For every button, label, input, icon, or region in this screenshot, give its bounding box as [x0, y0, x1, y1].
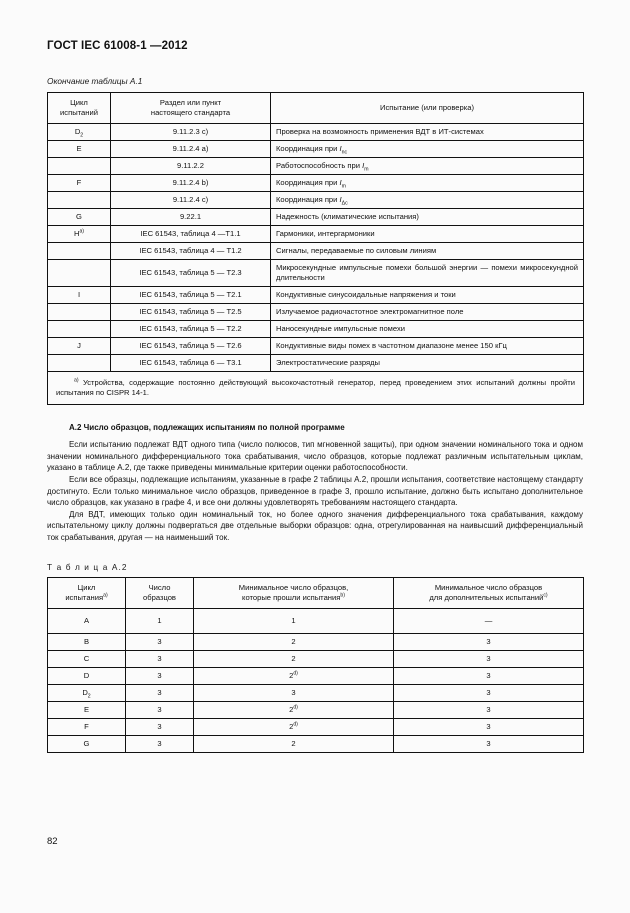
cell-passed-text: 2 — [291, 653, 296, 663]
table-a2-col-cycle-line1: Цикл — [77, 582, 96, 592]
cell-test: Гармоники, интергармоники — [271, 226, 584, 243]
cell-test — [271, 175, 584, 192]
cell-cycle — [48, 633, 126, 650]
symbol-current: I — [339, 195, 342, 205]
table-row — [48, 192, 584, 209]
cell-test: Наносекундные импульсные помехи — [271, 321, 584, 338]
table-a1-col-clause-line1: Раздел или пункт — [159, 98, 222, 107]
table-a1-col-clause — [111, 93, 271, 124]
symbol-current: I — [339, 178, 342, 188]
table-a2-col-additional-line2: для дополнительных испытаний — [429, 592, 544, 602]
table-row — [48, 321, 584, 338]
cell-passed-text: 2 — [291, 636, 296, 646]
cell-test — [271, 141, 584, 158]
cell-cycle — [48, 667, 126, 684]
cell-clause: 9.11.2.4 c) — [111, 192, 271, 209]
cell-passed — [194, 650, 394, 667]
cell-cycle — [48, 158, 111, 175]
table-row — [48, 141, 584, 158]
cell-cycle-text: C — [83, 653, 90, 663]
cell-clause: 9.22.1 — [111, 209, 271, 226]
cell-additional: 3 — [394, 701, 584, 718]
cell-test-text: Работоспособность при — [276, 161, 363, 171]
paragraph-2: Если все образцы, подлежащие испытаниям, указанные в графе 2 таблицы А.2, прошли испытания, соответствие настоящему стандарту достигнуто. Если только минимальное число образцов, приведенное в графе 3, прошло испытание, должно быть испытано дополнительное число образцов, как указано в графе 4, и все они должны удовлетворять требованиям настоящего стандарта. — [47, 475, 583, 508]
table-a2-col-additional-line1: Минимальное число образцов — [434, 582, 543, 592]
table-row — [48, 701, 584, 718]
footnote-marker: c) — [543, 592, 548, 599]
table-row — [48, 735, 584, 752]
cell-cycle — [48, 243, 111, 260]
table-row — [48, 633, 584, 650]
cell-cycle — [48, 226, 111, 243]
cell-cycle: J — [48, 338, 111, 355]
cell-clause: 9.11.2.4 b) — [111, 175, 271, 192]
cell-cycle — [48, 321, 111, 338]
table-a2-col-samples-line1: Число — [148, 582, 171, 592]
cell-test — [271, 192, 584, 209]
table-row — [48, 243, 584, 260]
cell-additional: — — [394, 608, 584, 633]
table-a2-col-passed — [194, 577, 394, 608]
cell-cycle: F — [48, 175, 111, 192]
cell-test: Кондуктивные синусоидальные напряжения и токи — [271, 287, 584, 304]
table-a2 — [47, 577, 584, 753]
table-a2-col-samples-line2: образцов — [143, 592, 176, 602]
cell-passed — [194, 701, 394, 718]
footnote-marker: a) — [74, 377, 79, 384]
cell-additional: 3 — [394, 684, 584, 701]
cell-test: Проверка на возможность применения ВДТ в ИТ-системах — [271, 124, 584, 141]
cell-passed-text: 3 — [291, 687, 296, 697]
table-a2-col-passed-line1: Минимальное число образцов, — [238, 582, 349, 592]
cell-samples: 3 — [126, 650, 194, 667]
cell-cycle: I — [48, 287, 111, 304]
table-a1-col-cycle — [48, 93, 111, 124]
table-a2-col-passed-line2: которые прошли испытания — [242, 592, 341, 602]
cell-cycle-subscript: 2 — [87, 693, 91, 700]
cell-test: Микросекундные импульсные помехи большой энергии — помехи микросекундной длительности — [271, 260, 584, 287]
cell-samples: 3 — [126, 633, 194, 650]
cell-test: Излучаемое радиочастотное электромагнитное поле — [271, 304, 584, 321]
cell-passed-text: 1 — [291, 615, 296, 625]
table-row — [48, 287, 584, 304]
cell-cycle — [48, 701, 126, 718]
paragraph-3: Для ВДТ, имеющих только один номинальный ток, но более одного значения дифференциального тока срабатывания, каждому испытательному циклу должны подвергаться две отдельные выборки образцов: одна, отрегулированная на наивысший дифференциальный ток срабатывания, другая — на наименьший ток. — [47, 509, 583, 543]
table-row — [48, 304, 584, 321]
cell-cycle — [48, 718, 126, 735]
cell-samples: 1 — [126, 608, 194, 633]
cell-samples: 3 — [126, 701, 194, 718]
table-row — [48, 608, 584, 633]
cell-additional: 3 — [394, 735, 584, 752]
cell-test-text: Координация при — [276, 144, 340, 154]
cell-clause: IEC 61543, таблица 5 — Т2.3 — [111, 260, 271, 287]
table-a1-caption: Окончание таблицы А.1 — [47, 76, 143, 86]
cell-cycle — [48, 304, 111, 321]
table-row — [48, 260, 584, 287]
cell-clause: 9.11.2.3 c) — [111, 124, 271, 141]
cell-clause: IEC 61543, таблица 4 — Т1.2 — [111, 243, 271, 260]
cell-cycle: G — [48, 209, 111, 226]
cell-cycle-text: H — [73, 229, 80, 239]
cell-cycle: $D_2$ — [48, 124, 111, 141]
cell-samples: 3 — [126, 667, 194, 684]
symbol-current: I — [339, 144, 342, 154]
cell-additional: 3 — [394, 667, 584, 684]
cell-passed — [194, 718, 394, 735]
symbol-subscript: nc — [341, 149, 348, 156]
cell-additional: 3 — [394, 633, 584, 650]
cell-clause: IEC 61543, таблица 5 — Т2.2 — [111, 321, 271, 338]
table-a2-col-cycle — [48, 577, 126, 608]
footnote-marker: d) — [293, 721, 298, 728]
table-a2-col-additional — [394, 577, 584, 608]
cell-passed — [194, 735, 394, 752]
table-row — [48, 209, 584, 226]
table-a1-col-clause-line2: настоящего стандарта — [150, 108, 231, 118]
cell-cycle — [48, 684, 126, 701]
cell-passed — [194, 667, 394, 684]
table-a1-footnote — [48, 372, 584, 405]
cell-cycle — [48, 608, 126, 633]
cell-test: Электростатические разряды — [271, 355, 584, 372]
cell-cycle-subscript: 2 — [80, 132, 84, 139]
footnote-marker: a) — [103, 592, 108, 599]
cell-cycle-text: F — [84, 721, 89, 731]
cell-cycle-text: D — [82, 687, 88, 697]
cell-clause: IEC 61543, таблица 5 — Т2.1 — [111, 287, 271, 304]
table-a1-col-cycle-line1: Цикл — [70, 98, 88, 107]
cell-samples: 3 — [126, 718, 194, 735]
cell-samples: 3 — [126, 684, 194, 701]
cell-test-text: Координация при — [276, 195, 340, 205]
symbol-subscript: Δc — [341, 200, 348, 207]
table-row — [48, 667, 584, 684]
footnote-text: Устройства, содержащие постоянно действующий высокочастотный генератор, перед проведением этих испытаний должны пройти испытания по CISPR 14-1. — [56, 378, 575, 398]
symbol-subscript: m — [341, 183, 346, 190]
cell-cycle — [48, 650, 126, 667]
footnote-marker: a) — [79, 228, 85, 235]
cell-test: Сигналы, передаваемые по силовым линиям — [271, 243, 584, 260]
document-header: ГОСТ IEC 61008-1 —2012 — [47, 40, 188, 52]
cell-clause: IEC 61543, таблица 5 — Т2.6 — [111, 338, 271, 355]
cell-cycle-text: D — [83, 670, 90, 680]
footnote-marker: d) — [293, 704, 298, 711]
table-a2-col-cycle-line2: испытания — [65, 592, 104, 602]
table-row — [48, 338, 584, 355]
table-row — [48, 718, 584, 735]
table-a1-col-test — [271, 93, 584, 124]
table-a2-header-row — [48, 577, 584, 608]
cell-test: Надежность (климатические испытания) — [271, 209, 584, 226]
cell-passed-text: 2 — [289, 721, 294, 731]
table-a2-col-samples — [126, 577, 194, 608]
cell-cycle — [48, 355, 111, 372]
table-row — [48, 175, 584, 192]
cell-passed — [194, 684, 394, 701]
cell-passed-text: 2 — [291, 738, 296, 748]
page-number: 82 — [47, 836, 58, 847]
table-a1-footnote-row — [48, 372, 584, 405]
cell-test: Кондуктивные виды помех в частотном диапазоне менее 150 кГц — [271, 338, 584, 355]
cell-additional: 3 — [394, 650, 584, 667]
cell-passed-text: 2 — [289, 670, 294, 680]
cell-passed — [194, 633, 394, 650]
cell-clause: 9.11.2.4 a) — [111, 141, 271, 158]
table-row — [48, 124, 584, 141]
cell-cycle-text: B — [83, 636, 90, 646]
footnote-marker: d) — [293, 670, 298, 677]
cell-test — [271, 158, 584, 175]
cell-cycle: E — [48, 141, 111, 158]
footnote-body — [56, 378, 575, 398]
table-a2-caption: Т а б л и ц а А.2 — [47, 561, 128, 572]
cell-samples: 3 — [126, 735, 194, 752]
symbol-subscript: m — [364, 166, 369, 173]
cell-passed-text: 2 — [289, 704, 294, 714]
table-row — [48, 158, 584, 175]
symbol-current: I — [362, 161, 365, 171]
cell-clause: 9.11.2.2 — [111, 158, 271, 175]
cell-additional: 3 — [394, 718, 584, 735]
table-row — [48, 226, 584, 243]
cell-passed — [194, 608, 394, 633]
cell-cycle — [48, 735, 126, 752]
cell-cycle-text: G — [83, 738, 90, 748]
cell-test-text: Координация при — [276, 178, 340, 188]
cell-cycle — [48, 260, 111, 287]
cell-cycle-text: A — [83, 615, 90, 625]
cell-clause: IEC 61543, таблица 6 — Т3.1 — [111, 355, 271, 372]
section-heading: А.2 Число образцов, подлежащих испытаниям по полной программе — [69, 423, 345, 433]
page-content — [47, 40, 583, 753]
table-row — [48, 684, 584, 701]
table-row — [48, 355, 584, 372]
cell-cycle-text: E — [83, 704, 90, 714]
cell-cycle — [48, 192, 111, 209]
cell-clause: IEC 61543, таблица 4 —Т1.1 — [111, 226, 271, 243]
cell-clause: IEC 61543, таблица 5 — Т2.5 — [111, 304, 271, 321]
table-a1-header-row — [48, 93, 584, 124]
table-row — [48, 650, 584, 667]
table-a1-col-cycle-line2: испытаний — [60, 108, 98, 118]
footnote-marker: b) — [340, 592, 345, 599]
paragraph-1: Если испытанию подлежат ВДТ одного типа (число полюсов, тип мгновенной защиты), при одном значении номинального тока и одном значении номинального дифференциального тока срабатывания, число образцов, которые подлежат различным испытательным циклам, указано в таблице А.2, где также приведены минимальные критерии оценки работоспособности. — [47, 440, 583, 473]
table-a1 — [47, 92, 584, 405]
table-a1-col-test-line1: Испытание (или проверка) — [380, 103, 474, 112]
